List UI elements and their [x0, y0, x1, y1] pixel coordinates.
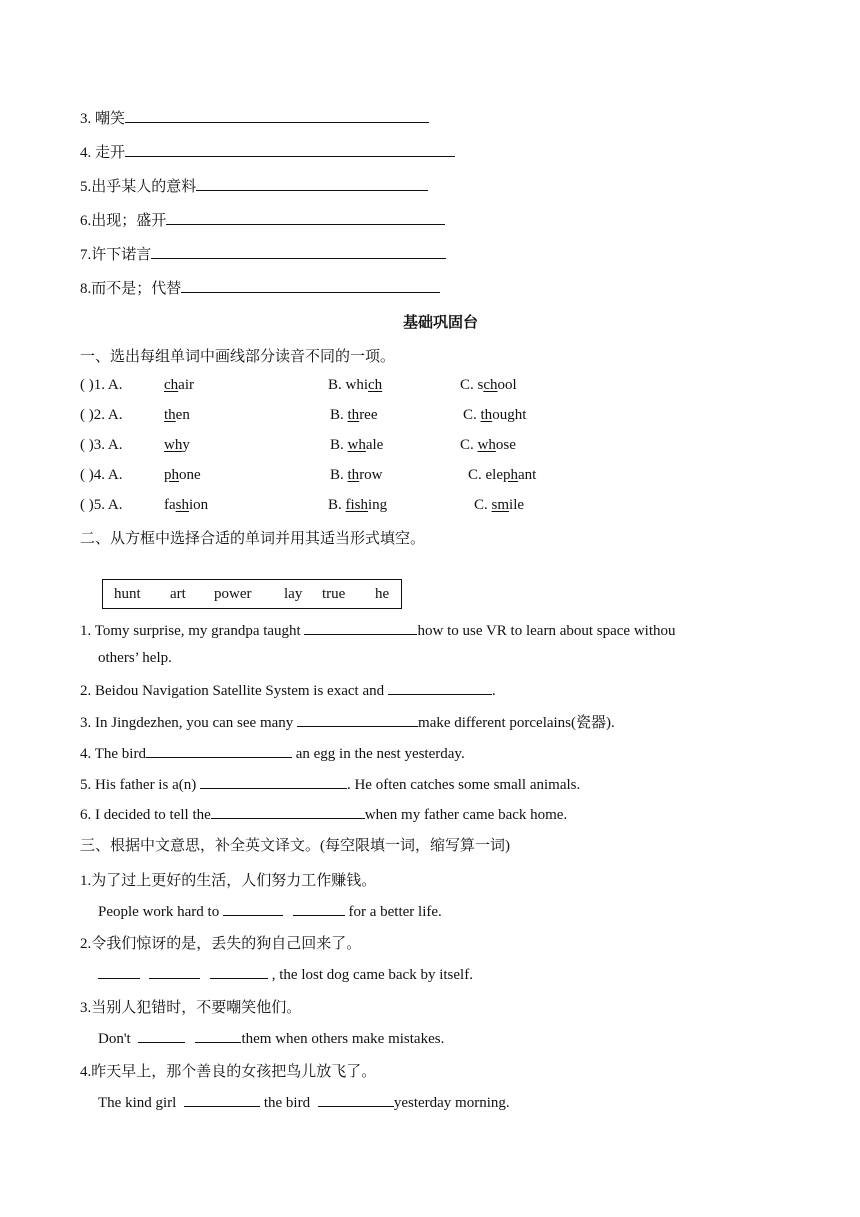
option-a: phone — [164, 467, 201, 483]
word-option: hunt — [114, 586, 141, 602]
answer-blank[interactable] — [151, 244, 446, 259]
vocab-line-3 — [80, 107, 429, 128]
answer-blank[interactable] — [293, 901, 345, 916]
word-option: power — [214, 586, 252, 602]
answer-blank[interactable] — [149, 964, 200, 979]
answer-blank[interactable] — [223, 901, 283, 916]
option-a: why — [164, 437, 190, 453]
vocab-label: 4. 走开 — [80, 145, 126, 161]
part2-item-6: 6. I decided to tell the when my father came back home. — [80, 804, 567, 824]
answer-blank[interactable] — [181, 278, 440, 293]
item-number: ( )5. A. — [80, 497, 123, 513]
word-option: he — [375, 586, 390, 602]
answer-blank[interactable] — [318, 1092, 394, 1107]
vocab-line-8 — [80, 277, 440, 298]
answer-blank[interactable] — [200, 774, 347, 789]
part3-cn-2: 2.令我们惊讶的是，丢失的狗自己回来了。 — [80, 936, 362, 952]
word-box — [102, 579, 402, 609]
part3-en-2: , the lost dog came back by itself. — [98, 964, 473, 984]
part1-heading: 一、选出每组单词中画线部分读音不同的一项。 — [80, 349, 396, 365]
vocab-line-4 — [80, 141, 455, 162]
answer-blank[interactable] — [98, 964, 140, 979]
item-number: ( )1. A. — [80, 377, 123, 393]
option-c: C. thought — [463, 407, 527, 423]
part2-item-3: 3. In Jingdezhen, you can see many make different porcelains(瓷器). — [80, 711, 615, 732]
option-b: B. which — [328, 377, 383, 393]
part2-item-2: 2. Beidou Navigation Satellite System is exact and . — [80, 680, 496, 700]
item-number: ( )3. A. — [80, 437, 123, 453]
part2-item-4: 4. The bird an egg in the nest yesterday. — [80, 743, 465, 763]
answer-blank[interactable] — [166, 210, 445, 225]
part3-cn-1: 1.为了过上更好的生活，人们努力工作赚钱。 — [80, 873, 377, 889]
option-c: C. elephant — [468, 467, 537, 483]
option-b: B. fishing — [328, 497, 388, 513]
item-number: ( )4. A. — [80, 467, 123, 483]
option-a: then — [164, 407, 190, 423]
vocab-label: 7.许下诺言 — [80, 247, 152, 263]
answer-blank[interactable] — [196, 176, 428, 191]
option-c: C. school — [460, 377, 517, 393]
option-a: chair — [164, 377, 194, 393]
vocab-label: 6.出现；盛开 — [80, 213, 167, 229]
answer-blank[interactable] — [304, 620, 417, 635]
vocab-label: 3. 嘲笑 — [80, 111, 126, 127]
answer-blank[interactable] — [146, 743, 292, 758]
part3-en-1: People work hard to for a better life. — [98, 901, 442, 921]
part2-item-1: 1. Tomy surprise, my grandpa taught how to use VR to learn about space withou — [80, 620, 676, 640]
part3-en-4: The kind girl the bird yesterday morning. — [98, 1092, 510, 1112]
answer-blank[interactable] — [211, 804, 365, 819]
part3-cn-4: 4.昨天早上，那个善良的女孩把鸟儿放飞了。 — [80, 1064, 377, 1080]
vocab-label: 5.出乎某人的意料 — [80, 179, 197, 195]
vocab-line-7 — [80, 243, 446, 264]
part3-en-3: Don't them when others make mistakes. — [98, 1028, 444, 1048]
answer-blank[interactable] — [388, 680, 492, 695]
option-b: B. throw — [330, 467, 383, 483]
option-c: C. smile — [474, 497, 525, 513]
option-b: B. whale — [330, 437, 384, 453]
answer-blank[interactable] — [195, 1028, 241, 1043]
vocab-line-6 — [80, 209, 445, 230]
part2-item-1-cont: others’ help. — [98, 650, 172, 666]
part2-item-5: 5. His father is a(n) . He often catches some small animals. — [80, 774, 580, 794]
part3-heading: 三、根据中文意思，补全英文译文。(每空限填一词，缩写算一词) — [80, 838, 510, 854]
word-option: lay — [284, 586, 303, 602]
option-c: C. whose — [460, 437, 516, 453]
answer-blank[interactable] — [125, 142, 455, 157]
option-b: B. three — [330, 407, 378, 423]
vocab-line-5 — [80, 175, 428, 196]
section-title: 基础巩固台 — [403, 315, 479, 331]
word-option: true — [322, 586, 346, 602]
answer-blank[interactable] — [138, 1028, 185, 1043]
part3-cn-3: 3.当别人犯错时，不要嘲笑他们。 — [80, 1000, 302, 1016]
option-a: fashion — [164, 497, 209, 513]
part2-heading: 二、从方框中选择合适的单词并用其适当形式填空。 — [80, 531, 426, 547]
word-option: art — [170, 586, 186, 602]
answer-blank[interactable] — [210, 964, 268, 979]
answer-blank[interactable] — [297, 712, 418, 727]
answer-blank[interactable] — [184, 1092, 260, 1107]
vocab-label: 8.而不是；代替 — [80, 281, 182, 297]
answer-blank[interactable] — [125, 108, 429, 123]
item-number: ( )2. A. — [80, 407, 123, 423]
